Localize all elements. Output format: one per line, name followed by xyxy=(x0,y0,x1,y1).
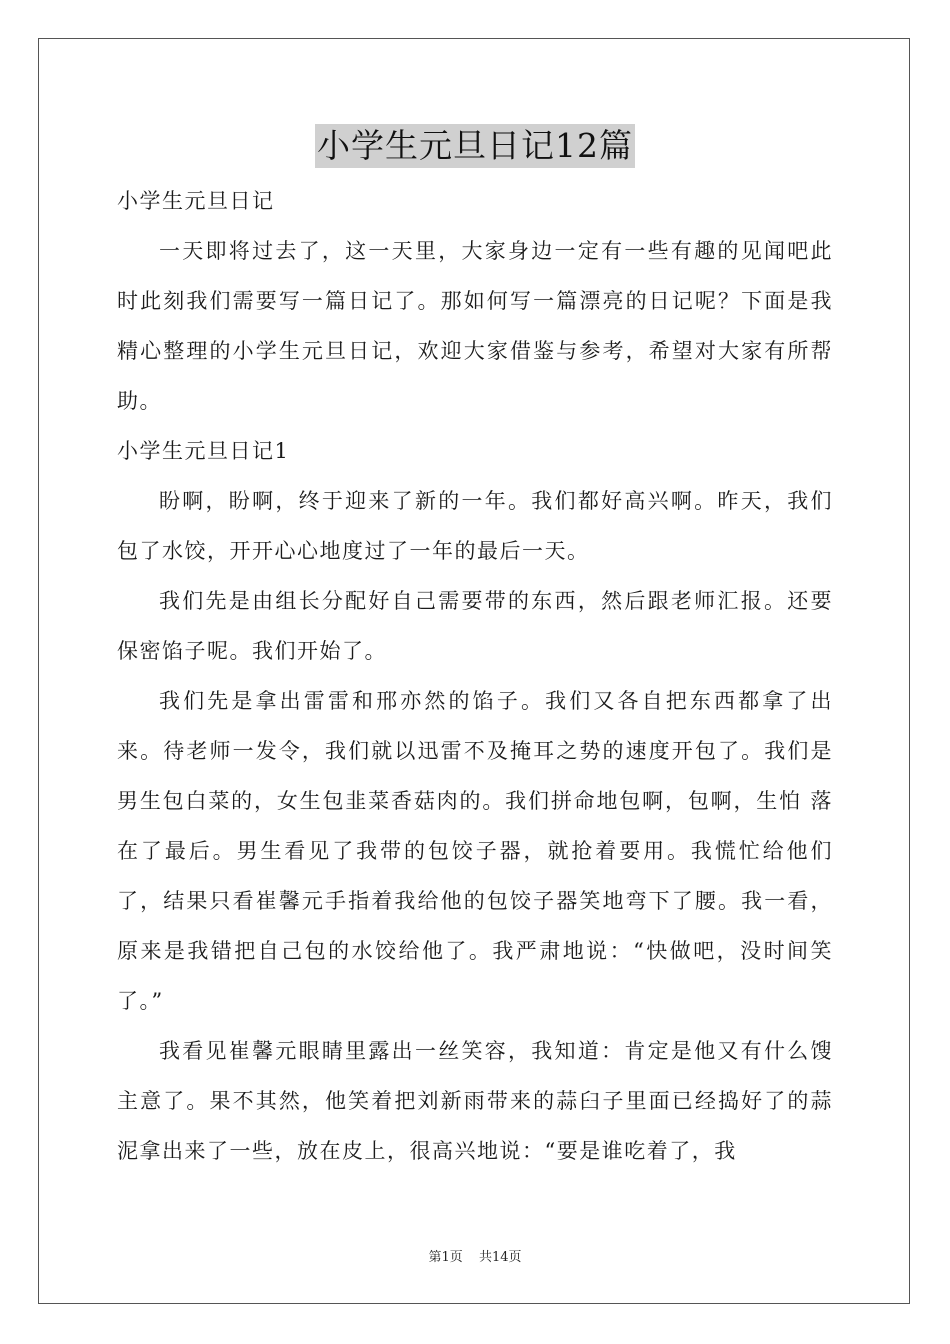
body-paragraph: 我们先是拿出雷雷和邢亦然的馅子。我们又各自把东西都拿了出来。待老师一发令，我们就以迅雷不及掩耳之势的速度开包了。我们是男生包白菜的，女生包韭菜香菇肉的。我们拼命地包啊，包啊，生怕 落在了最后。男生看见了我带的包饺子器，就抢着要用。我慌忙给他们了，结果只看崔馨元手指着我给他的包饺子器笑地弯下了腰。我一看，原来是我错把自己包的水饺给他了。我严肃地说：“快做吧，没时间笑了。” xyxy=(117,689,833,1013)
page-total: 共14页 xyxy=(478,1250,522,1265)
document-title: 小学生元旦日记12篇 xyxy=(315,124,635,168)
body-paragraph: 我们先是由组长分配好自己需要带的东西，然后跟老师汇报。还要保密馅子呢。我们开始了。 xyxy=(117,589,833,663)
page-footer xyxy=(0,1246,950,1265)
document-body xyxy=(117,176,833,1176)
body-paragraph: 一天即将过去了，这一天里，大家身边一定有一些有趣的见闻吧此时此刻我们需要写一篇日记了。那如何写一篇漂亮的日记呢？下面是我精心整理的小学生元旦日记，欢迎大家借鉴与参考，希望对大家有所帮助。 xyxy=(117,239,833,413)
body-paragraph: 我看见崔馨元眼睛里露出一丝笑容，我知道：肯定是他又有什么馊主意了。果不其然，他笑着把刘新雨带来的蒜臼子里面已经捣好了的蒜泥拿出来了一些，放在皮上，很高兴地说：“要是谁吃着了，我 xyxy=(117,1039,833,1163)
section-heading: 小学生元旦日记 xyxy=(117,189,275,213)
section-heading: 小学生元旦日记1 xyxy=(117,439,290,463)
page-number: 第1页 xyxy=(428,1250,463,1265)
body-paragraph: 盼啊，盼啊，终于迎来了新的一年。我们都好高兴啊。昨天，我们包了水饺，开开心心地度过了一年的最后一天。 xyxy=(117,489,833,563)
title-container xyxy=(0,124,950,168)
